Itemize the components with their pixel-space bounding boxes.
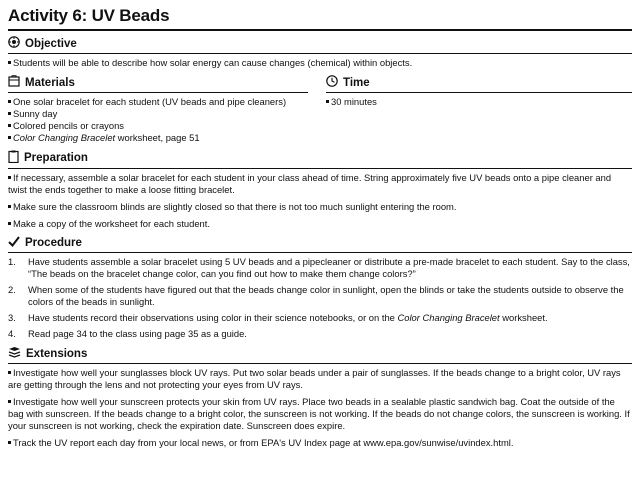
list-item: Color Changing Bracelet worksheet, page 51	[8, 132, 308, 144]
materials-section	[8, 74, 308, 144]
objective-icon	[8, 36, 20, 51]
list-item: Track the UV report each day from your local news, or from EPA's UV Index page at www.epa.gov/sunwise/uvindex.html.	[8, 437, 632, 449]
page-title: Activity 6: UV Beads	[8, 6, 632, 31]
list-item: Investigate how well your sunscreen protects your skin from UV rays. Place two beads in a sealable plastic sandwich bag. Coat the outside of the bag with sunscreen. If the beads change to a bright color, the sunscreen is not working. If the beads do not change colors, the sunscreen is working. If your sunscreen is not working, check the expiration date. Sunscreen does expire.	[8, 396, 630, 431]
materials-heading-label: Materials	[25, 76, 75, 89]
list-item: Make sure the classroom blinds are slightly closed so that there is not too much sunlight entering the room.	[8, 201, 632, 213]
procedure-step: 4. Read page 34 to the class using page 35 as a guide.	[8, 328, 247, 339]
list-item: If necessary, assemble a solar bracelet for each student in your class ahead of time. String approximately five UV beads onto a pipe cleaner and twist the ends together to make a loose fitting bracelet.	[8, 172, 612, 195]
materials-icon	[8, 75, 20, 90]
extensions-section	[8, 345, 632, 449]
time-text: 30 minutes	[326, 96, 632, 108]
procedure-step: 1. Have students assemble a solar bracelet using 5 UV beads and a pipecleaner or distribute a pre-made bracelet to each student. Say to the class, “The beads on the bracelet change color, can you find out how to make them change colors?”	[8, 256, 630, 279]
time-heading-label: Time	[343, 76, 370, 89]
objective-heading	[8, 35, 632, 54]
checkmark-icon	[8, 236, 20, 250]
extensions-heading	[8, 345, 632, 364]
list-item: One solar bracelet for each student (UV beads and pipe cleaners)	[8, 96, 308, 108]
procedure-step: 3. Have students record their observations using color in their science notebooks, or on the Color Changing Bracelet worksheet.	[8, 312, 548, 323]
clock-icon	[326, 75, 338, 90]
materials-heading	[8, 74, 308, 93]
time-heading	[326, 74, 632, 93]
objective-text: Students will be able to describe how solar energy can cause changes (chemical) within objects.	[8, 57, 632, 69]
time-section	[326, 74, 632, 144]
layers-icon	[8, 346, 21, 361]
preparation-heading	[8, 149, 632, 169]
preparation-heading-label: Preparation	[24, 152, 88, 164]
procedure-heading	[8, 235, 632, 253]
objective-section	[8, 35, 632, 69]
procedure-step: 2. When some of the students have figured out that the beads change color in sunlight, open the blinds or take the students outside to observe the colors of the beads in sunlight.	[8, 284, 624, 307]
preparation-section	[8, 149, 632, 230]
extensions-heading-label: Extensions	[26, 347, 88, 360]
procedure-heading-label: Procedure	[25, 237, 82, 249]
objective-heading-label: Objective	[25, 37, 77, 50]
list-item: Make a copy of the worksheet for each student.	[8, 218, 632, 230]
clipboard-icon	[8, 150, 19, 166]
list-item: Sunny day	[8, 108, 308, 120]
procedure-section	[8, 235, 632, 340]
list-item: Colored pencils or crayons	[8, 120, 308, 132]
materials-time-row	[8, 74, 632, 144]
list-item: Investigate how well your sunglasses block UV rays. Put two solar beads under a pair of sunglasses. If the beads change to a bright color, UV rays are getting through the lens and not protecting your eyes from UV rays.	[8, 367, 621, 390]
